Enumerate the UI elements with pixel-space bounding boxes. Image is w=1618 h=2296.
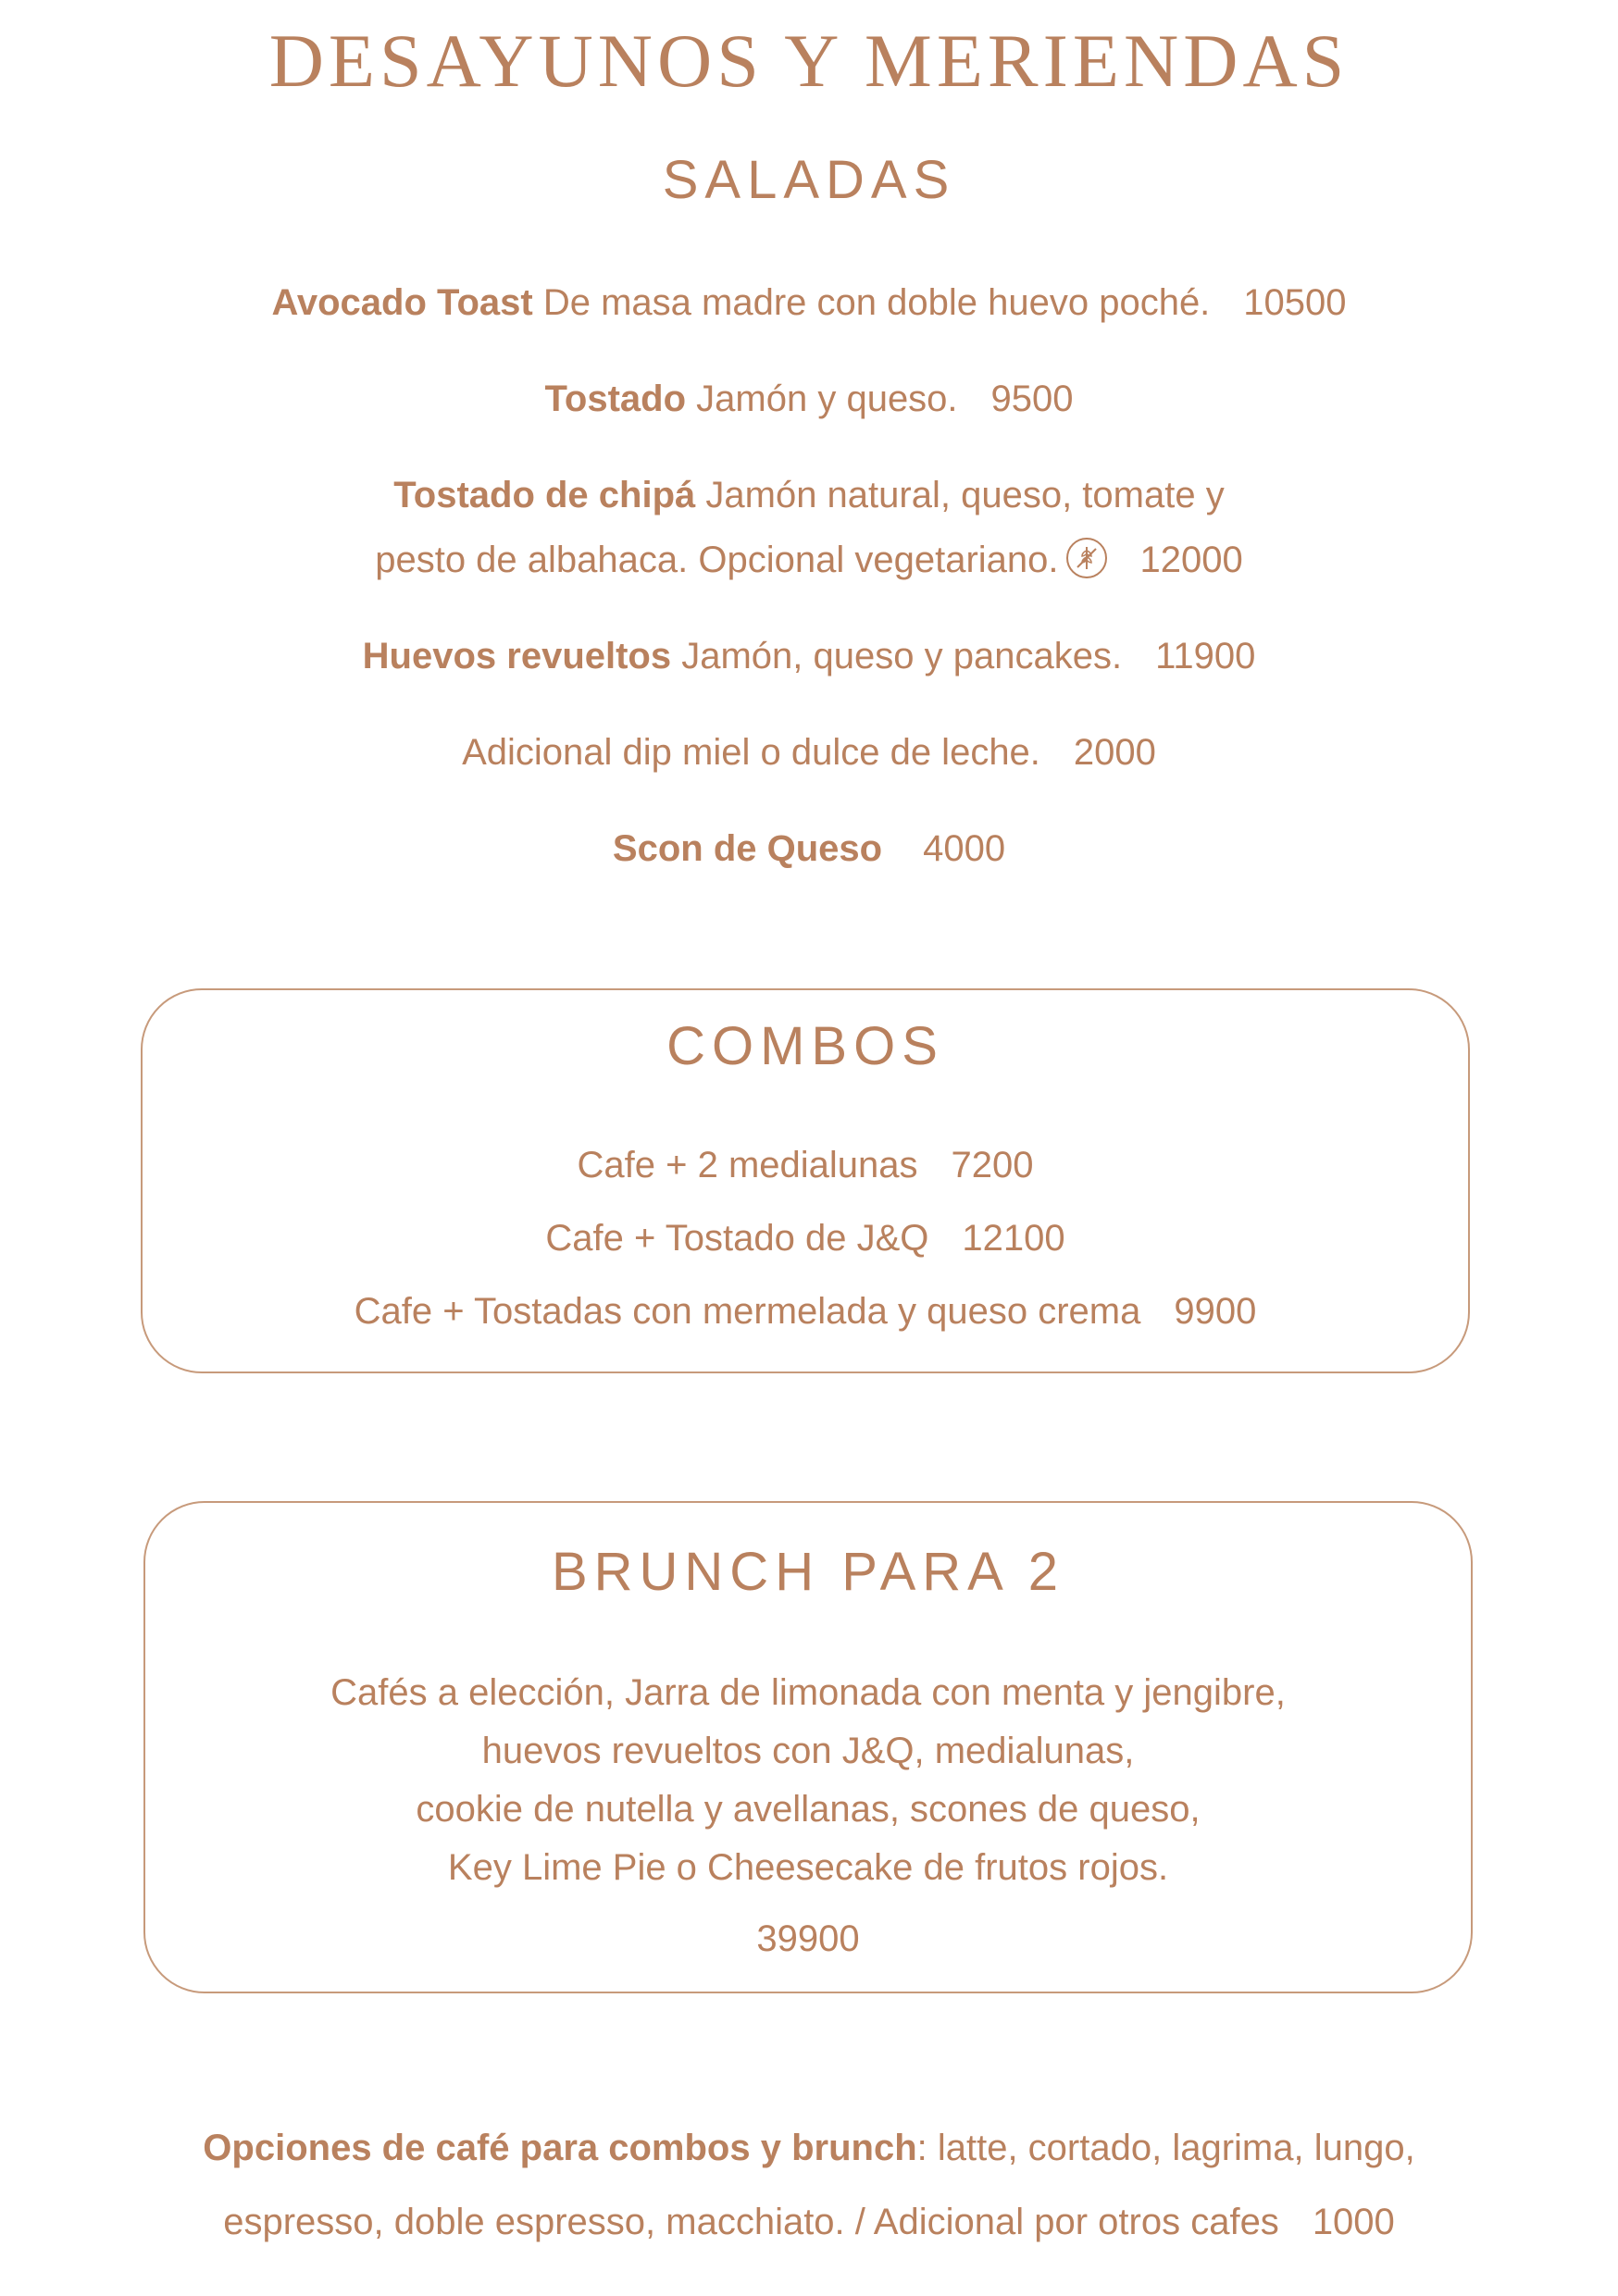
brunch-description-line: huevos revueltos con J&Q, medialunas, [481,1731,1135,1771]
menu-item-continuation [0,537,1618,583]
item-description: Cafe + Tostado de J&Q [545,1218,929,1259]
combos-box [141,988,1470,1373]
item-description: Jamón, queso y pancakes. [671,636,1123,676]
item-name: Scon de Queso [612,828,883,869]
item-price: 12100 [962,1218,1065,1259]
item-name: Tostado [544,379,687,419]
item-price: 12000 [1139,540,1243,580]
brunch-description-line: Key Lime Pie o Cheesecake de frutos rojos. [447,1847,1169,1888]
item-price: 11900 [1155,636,1256,676]
section-title-combos: COMBOS [666,1016,944,1076]
menu-item [0,633,1618,679]
item-description: Adicional dip miel o dulce de leche. [462,732,1040,773]
item-price: 10500 [1243,282,1347,323]
item-price: 7200 [951,1145,1034,1185]
item-description: pesto de albahaca. Opcional vegetariano. [375,540,1059,580]
coffee-options-list: espresso, doble espresso, macchiato. / Adicional por otros cafes [223,2202,1279,2242]
menu-item [0,279,1618,326]
item-price: 1000 [1312,2202,1395,2242]
combo-item [143,1215,1468,1261]
section-title-brunch: BRUNCH PARA 2 [551,1542,1065,1602]
item-price: 9500 [990,379,1074,419]
combo-item [143,1142,1468,1188]
item-price: 9900 [1174,1291,1257,1332]
coffee-options-continuation [0,2199,1618,2245]
coffee-options-list: : latte, cortado, lagrima, lungo, [916,2128,1415,2168]
item-price: 2000 [1073,732,1156,773]
combo-item [143,1288,1468,1334]
brunch-price: 39900 [756,1918,860,1959]
item-name: Avocado Toast [271,282,533,323]
brunch-description-line: cookie de nutella y avellanas, scones de queso, [416,1789,1201,1830]
section-title-saladas: SALADAS [662,150,956,210]
item-description: Jamón y queso. [686,379,958,419]
item-description: Cafe + Tostadas con mermelada y queso crema [354,1291,1141,1332]
item-price: 4000 [923,828,1006,869]
item-description: Cafe + 2 medialunas [577,1145,918,1185]
wheat-circle-icon [1066,538,1107,578]
item-name: Tostado de chipá [393,475,696,515]
menu-item [0,472,1618,518]
coffee-options-label: Opciones de café para combos y brunch [203,2128,917,2168]
menu-item [0,729,1618,776]
coffee-options [0,2125,1618,2171]
item-description: De masa madre con doble huevo poché. [532,282,1211,323]
page-title: DESAYUNOS Y MERIENDAS [268,19,1350,103]
item-description: Jamón natural, queso, tomate y [695,475,1225,515]
brunch-description-line: Cafés a elección, Jarra de limonada con menta y jengibre, [330,1672,1286,1713]
menu-item [0,376,1618,422]
item-name: Huevos revueltos [362,636,672,676]
menu-item [0,825,1618,872]
brunch-box [143,1501,1473,1993]
